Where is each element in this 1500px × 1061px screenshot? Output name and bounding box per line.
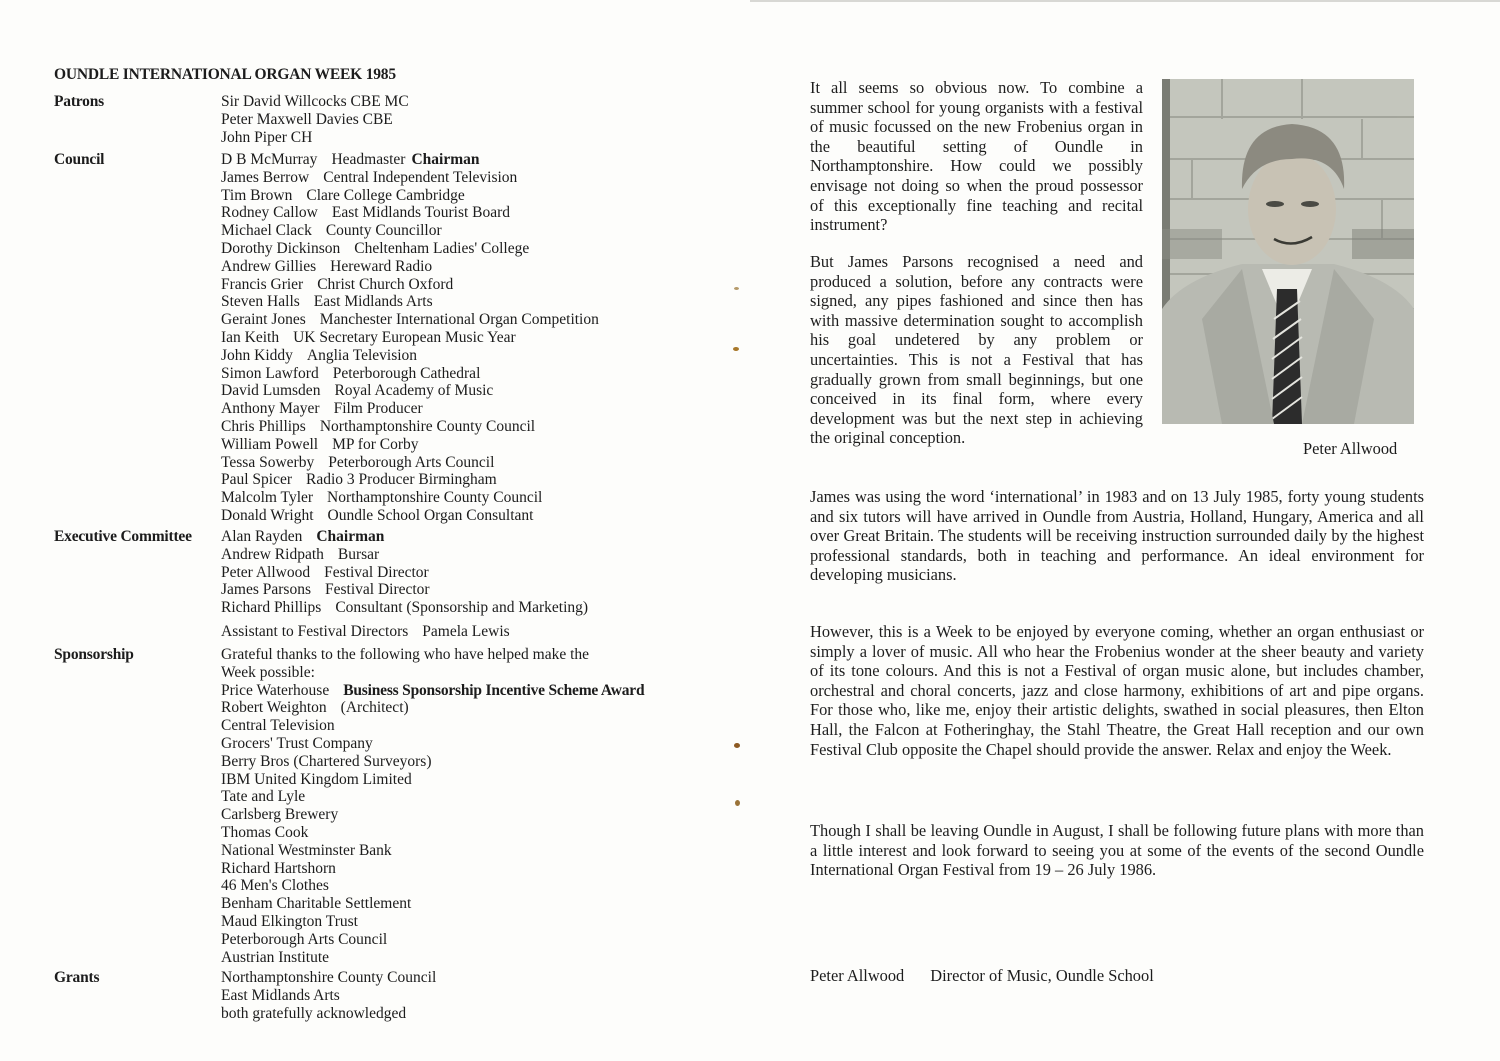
grant-item: both gratefully acknowledged	[221, 1004, 407, 1022]
member-affiliation: Cheltenham Ladies' College	[354, 239, 530, 257]
paragraph-farewell: Though I shall be leaving Oundle in August, I shall be following future plans with more than a little interest and look forward to seeing you at some of the events of the second Oundle International Organ Festival from 19 – 26 July 1986.	[810, 821, 1424, 880]
council-member	[221, 454, 741, 472]
council-member	[221, 418, 741, 436]
sponsor-name: Peterborough Arts Council	[221, 930, 388, 948]
paper-stain	[734, 743, 740, 748]
member-affiliation: Northamptonshire County Council	[319, 417, 536, 435]
sponsor-item	[221, 949, 741, 967]
sponsorship-list	[221, 646, 741, 966]
council-member	[221, 311, 741, 329]
portrait-image	[1162, 79, 1414, 424]
paper-stain	[733, 347, 739, 351]
member-name: Richard Phillips	[221, 599, 322, 617]
patron-item: Sir David Willcocks CBE MC	[221, 93, 409, 110]
sponsor-item	[221, 806, 741, 824]
sponsor-name: IBM United Kingdom Limited	[221, 770, 412, 788]
member-role: Consultant (Sponsorship and Marketing)	[335, 599, 589, 617]
council-list	[221, 151, 741, 525]
member-name: Malcolm Tyler	[221, 489, 314, 507]
assistant-line	[221, 623, 741, 641]
document-title: OUNDLE INTERNATIONAL ORGAN WEEK 1985	[54, 66, 396, 83]
grants-label: Grants	[54, 969, 100, 986]
council-member	[221, 169, 741, 187]
sponsorship-intro: Grateful thanks to the following who have helped make the	[221, 646, 590, 663]
executive-label: Executive Committee	[54, 528, 192, 545]
sponsor-note: (Architect)	[340, 699, 409, 717]
member-role: Bursar	[337, 545, 380, 563]
sponsor-name: Berry Bros (Chartered Surveyors)	[221, 752, 432, 770]
member-affiliation: Radio 3 Producer Birmingham	[306, 471, 497, 489]
member-role: Festival Director	[324, 563, 429, 581]
member-name: Rodney Callow	[221, 204, 318, 222]
member-name: Chris Phillips	[221, 417, 306, 435]
assistant-role: Assistant to Festival Directors	[221, 623, 409, 640]
sponsor-name: Grocers' Trust Company	[221, 734, 373, 752]
sponsor-note: Business Sponsorship Incentive Scheme Award	[343, 681, 645, 699]
grant-item: Northamptonshire County Council	[221, 969, 437, 986]
sponsor-item	[221, 735, 741, 753]
member-name: Simon Lawford	[221, 364, 319, 382]
member-name: Steven Halls	[221, 293, 300, 311]
sponsor-item	[221, 842, 741, 860]
paragraph-enjoyment: However, this is a Week to be enjoyed by everyone coming, whether an organ enthusiast or simply a lover of music. All who hear the Frobenius wonder at the sheer beauty and variety of its tone colours. And this is not a Festival of organ music alone, but includes chamber, orchestral and choral concerts, jazz and close harmony, exhibitions of art and pipe organs. For those who, like me, enjoy their artistic delights, swathed in social pleasures, then Elton Hall, the Falcon at Fotheringhay, the Stahl Theatre, the Great Hall reception and our own Festival Club opposite the Chapel should provide the answer. Relax and enjoy the Week.	[810, 622, 1424, 759]
member-affiliation: Peterborough Cathedral	[332, 364, 481, 382]
executive-list	[221, 528, 741, 617]
member-affiliation: Clare College Cambridge	[306, 186, 465, 204]
member-name: John Kiddy	[221, 346, 293, 364]
council-member	[221, 471, 741, 489]
council-member	[221, 489, 741, 507]
sponsor-name: Central Television	[221, 717, 335, 735]
member-affiliation: Peterborough Arts Council	[328, 453, 495, 471]
member-chairman-tag: Chairman	[411, 151, 480, 168]
member-name: James Parsons	[221, 581, 311, 599]
grants-list	[221, 969, 741, 1022]
council-member	[221, 187, 741, 205]
member-name: D B McMurray	[221, 151, 318, 168]
council-member	[221, 329, 741, 347]
council-member	[221, 222, 741, 240]
grant-item: East Midlands Arts	[221, 986, 340, 1004]
member-name: Donald Wright	[221, 506, 314, 524]
sponsor-name: 46 Men's Clothes	[221, 877, 329, 895]
executive-member	[221, 581, 741, 599]
council-member	[221, 293, 741, 311]
paragraph-international: James was using the word ‘international’ in 1983 and on 13 July 1985, forty young students and six tutors will have arrived in Oundle from Austria, Holland, Hungary, America and all over Great Britain. The students will be receiving instruction surrounded daily by the highest professional standards, both in teaching and performance. An ideal environment for developing musicians.	[810, 487, 1424, 585]
member-name: Ian Keith	[221, 328, 280, 346]
council-member	[221, 436, 741, 454]
member-name: Andrew Gillies	[221, 257, 317, 275]
member-affiliation: East Midlands Arts	[313, 293, 433, 311]
portrait-photo	[1162, 79, 1414, 424]
paragraph-parsons: But James Parsons recognised a need and produced a solution, before any contracts were signed, any pipes fashioned and since then has with massive determination sought to accomplish his goal undetered by any problem or uncertainties. This is not a Festival that has gradually grown from small beginnings, but one conceived in its final form, where every development was but the next step in achieving the original conception.	[810, 252, 1143, 448]
member-affiliation: MP for Corby	[332, 435, 419, 453]
member-affiliation: Anglia Television	[306, 346, 418, 364]
member-role: Chairman	[316, 528, 385, 545]
sponsor-item	[221, 895, 741, 913]
member-affiliation: Oundle School Organ Consultant	[327, 506, 534, 524]
member-name: Tim Brown	[221, 186, 293, 204]
member-affiliation: Christ Church Oxford	[317, 275, 454, 293]
member-name: James Berrow	[221, 168, 310, 186]
sponsor-item	[221, 860, 741, 878]
council-member	[221, 347, 741, 365]
sponsor-item	[221, 877, 741, 895]
sponsor-item	[221, 931, 741, 949]
patrons-label: Patrons	[54, 93, 104, 110]
sponsor-item	[221, 699, 741, 717]
council-member	[221, 507, 741, 525]
member-name: Anthony Mayer	[221, 400, 320, 418]
member-affiliation: Central Independent Television	[323, 168, 518, 186]
executive-member	[221, 599, 741, 617]
member-name: Alan Rayden	[221, 528, 303, 545]
sponsor-list	[221, 682, 741, 967]
patrons-list	[221, 93, 741, 146]
signature-line	[810, 966, 1154, 986]
executive-member	[221, 528, 741, 546]
member-affiliation: Film Producer	[333, 400, 423, 418]
paragraph-intro: It all seems so obvious now. To combine a summer school for young organists with a festival of music focussed on the new Frobenius organ in the beautiful setting of Oundle in Northamptonshire. How could we possibly envisage not doing so when the proud possessor of this exceptionally fine teaching and recital instrument?	[810, 78, 1143, 235]
member-role: Festival Director	[324, 581, 430, 599]
photo-caption: Peter Allwood	[1303, 439, 1398, 458]
paper-stain	[735, 800, 740, 806]
council-member	[221, 365, 741, 383]
member-name: Francis Grier	[221, 275, 304, 293]
member-name: William Powell	[221, 435, 319, 453]
member-affiliation: County Councillor	[325, 222, 442, 240]
council-member	[221, 151, 741, 169]
member-name: Michael Clack	[221, 222, 312, 240]
sponsor-name: National Westminster Bank	[221, 841, 392, 859]
sponsor-item	[221, 788, 741, 806]
council-label: Council	[54, 151, 105, 168]
member-affiliation: Headmaster	[331, 151, 406, 168]
sponsor-name: Richard Hartshorn	[221, 859, 336, 877]
executive-member	[221, 546, 741, 564]
member-name: Dorothy Dickinson	[221, 239, 341, 257]
member-affiliation: Royal Academy of Music	[334, 382, 494, 400]
paper-stain	[734, 287, 739, 290]
sponsor-item	[221, 913, 741, 931]
sponsor-name: Thomas Cook	[221, 823, 309, 841]
member-affiliation: UK Secretary European Music Year	[293, 328, 516, 346]
sponsorship-intro: Week possible:	[221, 663, 315, 681]
member-name: Geraint Jones	[221, 311, 306, 329]
council-member	[221, 382, 741, 400]
sponsor-name: Price Waterhouse	[221, 681, 330, 699]
sponsor-item	[221, 824, 741, 842]
sponsor-item	[221, 771, 741, 789]
member-name: Paul Spicer	[221, 471, 293, 489]
council-member	[221, 204, 741, 222]
sponsor-name: Robert Weighton	[221, 699, 327, 717]
sponsor-item	[221, 717, 741, 735]
sponsor-name: Tate and Lyle	[221, 788, 306, 806]
signature-title: Director of Music, Oundle School	[930, 966, 1154, 985]
sponsor-name: Maud Elkington Trust	[221, 912, 358, 930]
council-member	[221, 400, 741, 418]
patron-item: Peter Maxwell Davies CBE	[221, 110, 393, 128]
sponsor-item	[221, 682, 741, 700]
sponsor-name: Austrian Institute	[221, 948, 330, 966]
council-member	[221, 276, 741, 294]
sponsor-name: Benham Charitable Settlement	[221, 895, 412, 913]
sponsor-name: Carlsberg Brewery	[221, 806, 339, 824]
member-name: Peter Allwood	[221, 563, 311, 581]
council-member	[221, 240, 741, 258]
member-affiliation: East Midlands Tourist Board	[331, 204, 511, 222]
sponsorship-label: Sponsorship	[54, 646, 134, 663]
sponsor-item	[221, 753, 741, 771]
member-name: Tessa Sowerby	[221, 453, 315, 471]
signature-name: Peter Allwood	[810, 966, 905, 985]
council-member	[221, 258, 741, 276]
patron-item: John Piper CH	[221, 128, 313, 146]
member-affiliation: Northamptonshire County Council	[327, 489, 543, 507]
executive-member	[221, 564, 741, 582]
member-affiliation: Hereward Radio	[330, 257, 433, 275]
member-name: David Lumsden	[221, 382, 321, 400]
member-affiliation: Manchester International Organ Competition	[319, 311, 599, 329]
member-name: Andrew Ridpath	[221, 545, 324, 563]
assistant-name: Pamela Lewis	[422, 623, 510, 640]
